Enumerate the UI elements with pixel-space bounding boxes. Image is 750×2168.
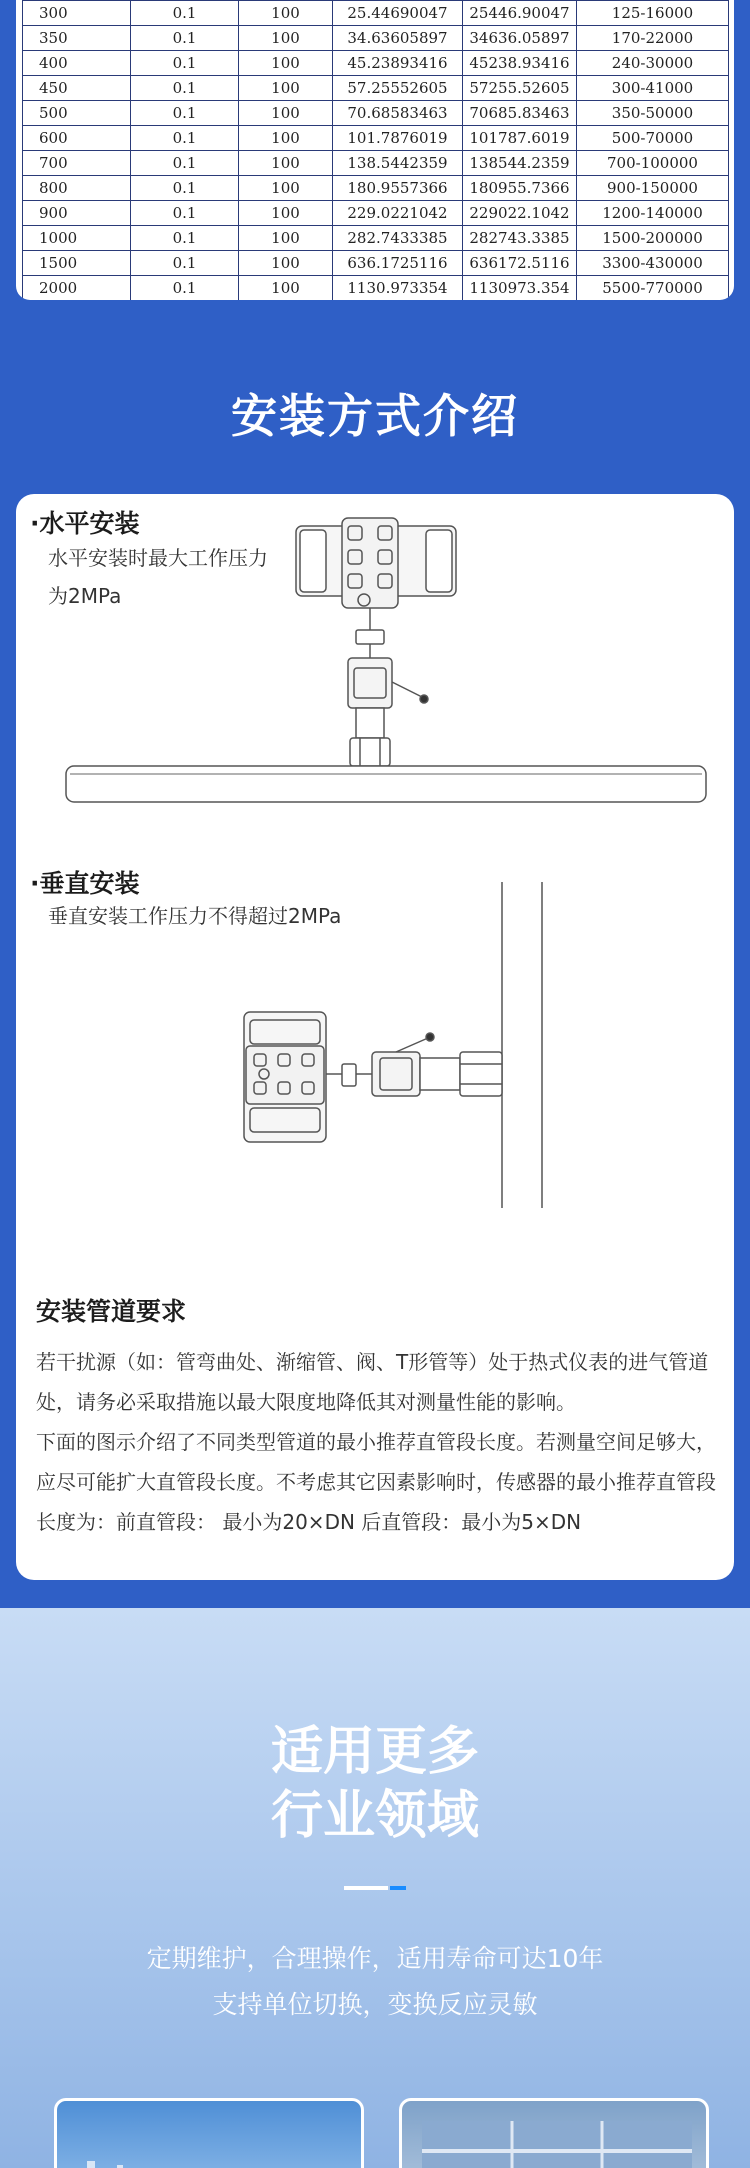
- table-cell: 100: [239, 1, 333, 26]
- install-section-title: 安装方式介绍: [231, 389, 519, 443]
- pipe-requirements-paragraph-2: 下面的图示介绍了不同类型管道的最小推荐直管段长度。若测量空间足够大，应尽可能扩大直管段长度。不考虑其它因素影响时，传感器的最小推荐直管段长度为：前直管段： 最小为20×DN 后直管段：最小为5×DN: [36, 1430, 716, 1534]
- table-cell: 0.1: [131, 26, 239, 51]
- table-cell: 170-22000: [577, 26, 729, 51]
- install-card: [16, 494, 734, 1580]
- table-cell: 100: [239, 126, 333, 151]
- table-cell: 101787.6019: [463, 126, 577, 151]
- table-cell: 70.68583463: [333, 101, 463, 126]
- table-cell: 45238.93416: [463, 51, 577, 76]
- table-cell: 180.9557366: [333, 176, 463, 201]
- table-cell: 100: [239, 101, 333, 126]
- table-cell: 1200-140000: [577, 201, 729, 226]
- table-cell: 900: [23, 201, 131, 226]
- table-row: [23, 1, 729, 26]
- table-row: [23, 176, 729, 201]
- table-cell: 100: [239, 276, 333, 301]
- table-cell: 100: [239, 201, 333, 226]
- table-cell: 700-100000: [577, 151, 729, 176]
- table-cell: 25446.90047: [463, 1, 577, 26]
- table-cell: 1500-200000: [577, 226, 729, 251]
- industry-description: [0, 1936, 750, 2028]
- table-cell: 282.7433385: [333, 226, 463, 251]
- title-accent-divider: [344, 1886, 406, 1890]
- table-cell: 0.1: [131, 151, 239, 176]
- table-cell: 2000: [23, 276, 131, 301]
- table-cell: 636.1725116: [333, 251, 463, 276]
- table-row: [23, 276, 729, 301]
- industry-image-card-right: [399, 2098, 709, 2168]
- table-cell: 100: [239, 26, 333, 51]
- horizontal-install-diagram: [56, 512, 716, 812]
- vertical-install-diagram: [242, 882, 572, 1212]
- table-cell: 800: [23, 176, 131, 201]
- table-cell: 600: [23, 126, 131, 151]
- table-cell: 300: [23, 1, 131, 26]
- table-cell: 125-16000: [577, 1, 729, 26]
- table-cell: 25.44690047: [333, 1, 463, 26]
- table-cell: 100: [239, 76, 333, 101]
- table-cell: 0.1: [131, 201, 239, 226]
- table-row: [23, 226, 729, 251]
- table-row: [23, 201, 729, 226]
- table-cell: 101.7876019: [333, 126, 463, 151]
- table-cell: 100: [239, 226, 333, 251]
- industry-desc-line1: 定期维护，合理操作，适用寿命可达10年: [146, 1944, 604, 1973]
- table-cell: 229.0221042: [333, 201, 463, 226]
- table-cell: 0.1: [131, 101, 239, 126]
- spec-table: [22, 0, 729, 300]
- table-row: [23, 51, 729, 76]
- table-cell: 500-70000: [577, 126, 729, 151]
- horizontal-install-desc-line2: 为2MPa: [48, 584, 122, 608]
- table-row: [23, 26, 729, 51]
- table-cell: 1000: [23, 226, 131, 251]
- table-row: [23, 126, 729, 151]
- table-cell: 138544.2359: [463, 151, 577, 176]
- table-cell: 100: [239, 151, 333, 176]
- industry-title: [0, 1720, 750, 1848]
- table-cell: 100: [239, 251, 333, 276]
- table-cell: 0.1: [131, 276, 239, 301]
- table-cell: 400: [23, 51, 131, 76]
- table-cell: 1130973.354: [463, 276, 577, 301]
- table-cell: 0.1: [131, 126, 239, 151]
- table-cell: 3300-430000: [577, 251, 729, 276]
- table-cell: 100: [239, 176, 333, 201]
- table-cell: 57255.52605: [463, 76, 577, 101]
- industry-title-line2: 行业领域: [270, 1786, 479, 1846]
- spec-table-panel: [16, 0, 734, 300]
- table-cell: 0.1: [131, 251, 239, 276]
- industry-section: [0, 1608, 750, 2168]
- table-cell: 34636.05897: [463, 26, 577, 51]
- industry-image-card-left: [54, 2098, 364, 2168]
- table-cell: 180955.7366: [463, 176, 577, 201]
- table-cell: 1500: [23, 251, 131, 276]
- table-row: [23, 101, 729, 126]
- table-row: [23, 76, 729, 101]
- table-cell: 700: [23, 151, 131, 176]
- table-cell: 900-150000: [577, 176, 729, 201]
- table-cell: 350: [23, 26, 131, 51]
- table-cell: 0.1: [131, 51, 239, 76]
- table-cell: 240-30000: [577, 51, 729, 76]
- table-cell: 57.25552605: [333, 76, 463, 101]
- pipe-requirements-paragraph-1: 若干扰源（如：管弯曲处、渐缩管、阀、T形管等）处于热式仪表的进气管道处，请务必采取措施以最大限度地降低其对测量性能的影响。: [36, 1350, 709, 1414]
- industry-desc-line2: 支持单位切换，变换反应灵敏: [212, 1990, 538, 2019]
- table-cell: 350-50000: [577, 101, 729, 126]
- vertical-install-desc: 垂直安装工作压力不得超过2MPa: [48, 904, 342, 928]
- table-cell: 5500-770000: [577, 276, 729, 301]
- table-cell: 500: [23, 101, 131, 126]
- table-cell: 0.1: [131, 1, 239, 26]
- table-cell: 70685.83463: [463, 101, 577, 126]
- industry-title-line1: 适用更多: [270, 1722, 479, 1782]
- table-cell: 34.63605897: [333, 26, 463, 51]
- table-cell: 45.23893416: [333, 51, 463, 76]
- table-cell: 138.5442359: [333, 151, 463, 176]
- table-cell: 0.1: [131, 226, 239, 251]
- table-cell: 0.1: [131, 176, 239, 201]
- vertical-install-heading: ·垂直安装: [30, 869, 140, 898]
- table-cell: 450: [23, 76, 131, 101]
- building-facade-image: [402, 2101, 709, 2168]
- table-row: [23, 151, 729, 176]
- table-cell: 229022.1042: [463, 201, 577, 226]
- table-cell: 100: [239, 51, 333, 76]
- pipe-requirements-title: 安装管道要求: [36, 1297, 187, 1326]
- table-cell: 300-41000: [577, 76, 729, 101]
- table-cell: 282743.3385: [463, 226, 577, 251]
- pipe-requirements-body: [36, 1342, 726, 1542]
- table-cell: 636172.5116: [463, 251, 577, 276]
- table-cell: 0.1: [131, 76, 239, 101]
- horizontal-install-heading: ·水平安装: [30, 509, 140, 538]
- sky-landscape-image: [57, 2101, 364, 2168]
- horizontal-install-desc-line1: 水平安装时最大工作压力: [48, 546, 268, 570]
- table-cell: 1130.973354: [333, 276, 463, 301]
- table-row: [23, 251, 729, 276]
